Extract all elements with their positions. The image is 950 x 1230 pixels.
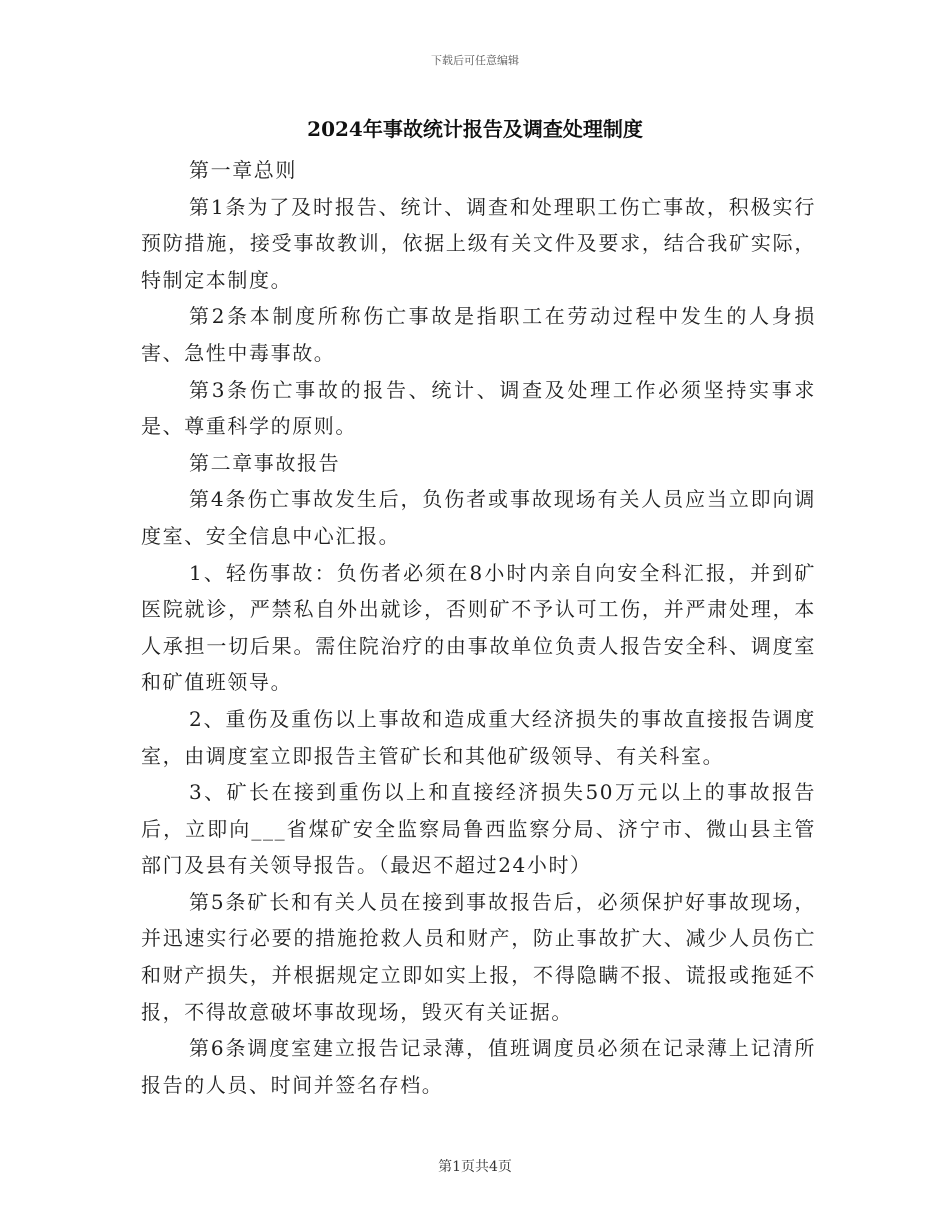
article-3: 第3条伤亡事故的报告、统计、调查及处理工作必须坚持实事求是、尊重科学的原则。 bbox=[141, 377, 816, 439]
article-1: 第1条为了及时报告、统计、调查和处理职工伤亡事故，积极实行预防措施，接受事故教训，依据上级有关文件及要求，结合我矿实际，特制定本制度。 bbox=[141, 194, 816, 292]
chapter-1-heading: 第一章总则 bbox=[189, 158, 297, 182]
chapter-2-heading: 第二章事故报告 bbox=[189, 450, 341, 475]
page-header: 下载后可任意编辑 bbox=[431, 54, 519, 67]
page-footer: 第1页共4页 bbox=[438, 1159, 512, 1175]
article-5: 第5条矿长和有关人员在接到事故报告后，必须保护好事故现场，并迅速实行必要的措施抢救人员和财产，防止事故扩大、减少人员伤亡和财产损失，并根据规定立即如实上报，不得隐瞒不报、谎报或拖延不报，不得故意破坏事故现场，毁灭有关证据。 bbox=[141, 889, 816, 1024]
article-4-item-3: 3、矿长在接到重伤以上和直接经济损失50万元以上的事故报告后，立即向___省煤矿安全监察局鲁西监察分局、济宁市、微山县主管部门及县有关领导报告。（最迟不超过24小时） bbox=[141, 780, 816, 878]
article-6: 第6条调度室建立报告记录薄，值班调度员必须在记录薄上记清所报告的人员、时间并签名存档。 bbox=[141, 1036, 816, 1097]
document-title: 2024年事故统计报告及调查处理制度 bbox=[307, 117, 643, 141]
article-2: 第2条本制度所称伤亡事故是指职工在劳动过程中发生的人身损害、急性中毒事故。 bbox=[141, 304, 816, 365]
document-body bbox=[141, 152, 816, 1103]
article-4-item-2: 2、重伤及重伤以上事故和造成重大经济损失的事故直接报告调度室，由调度室立即报告主管矿长和其他矿级领导、有关科室。 bbox=[141, 706, 816, 768]
article-4-item-1: 1、轻伤事故：负伤者必须在8小时内亲自向安全科汇报，并到矿医院就诊，严禁私自外出就诊，否则矿不予认可工伤，并严肃处理，本人承担一切后果。需住院治疗的由事故单位负责人报告安全科、调度室和矿值班领导。 bbox=[141, 560, 816, 695]
article-4: 第4条伤亡事故发生后，负伤者或事故现场有关人员应当立即向调度室、安全信息中心汇报。 bbox=[141, 487, 816, 548]
